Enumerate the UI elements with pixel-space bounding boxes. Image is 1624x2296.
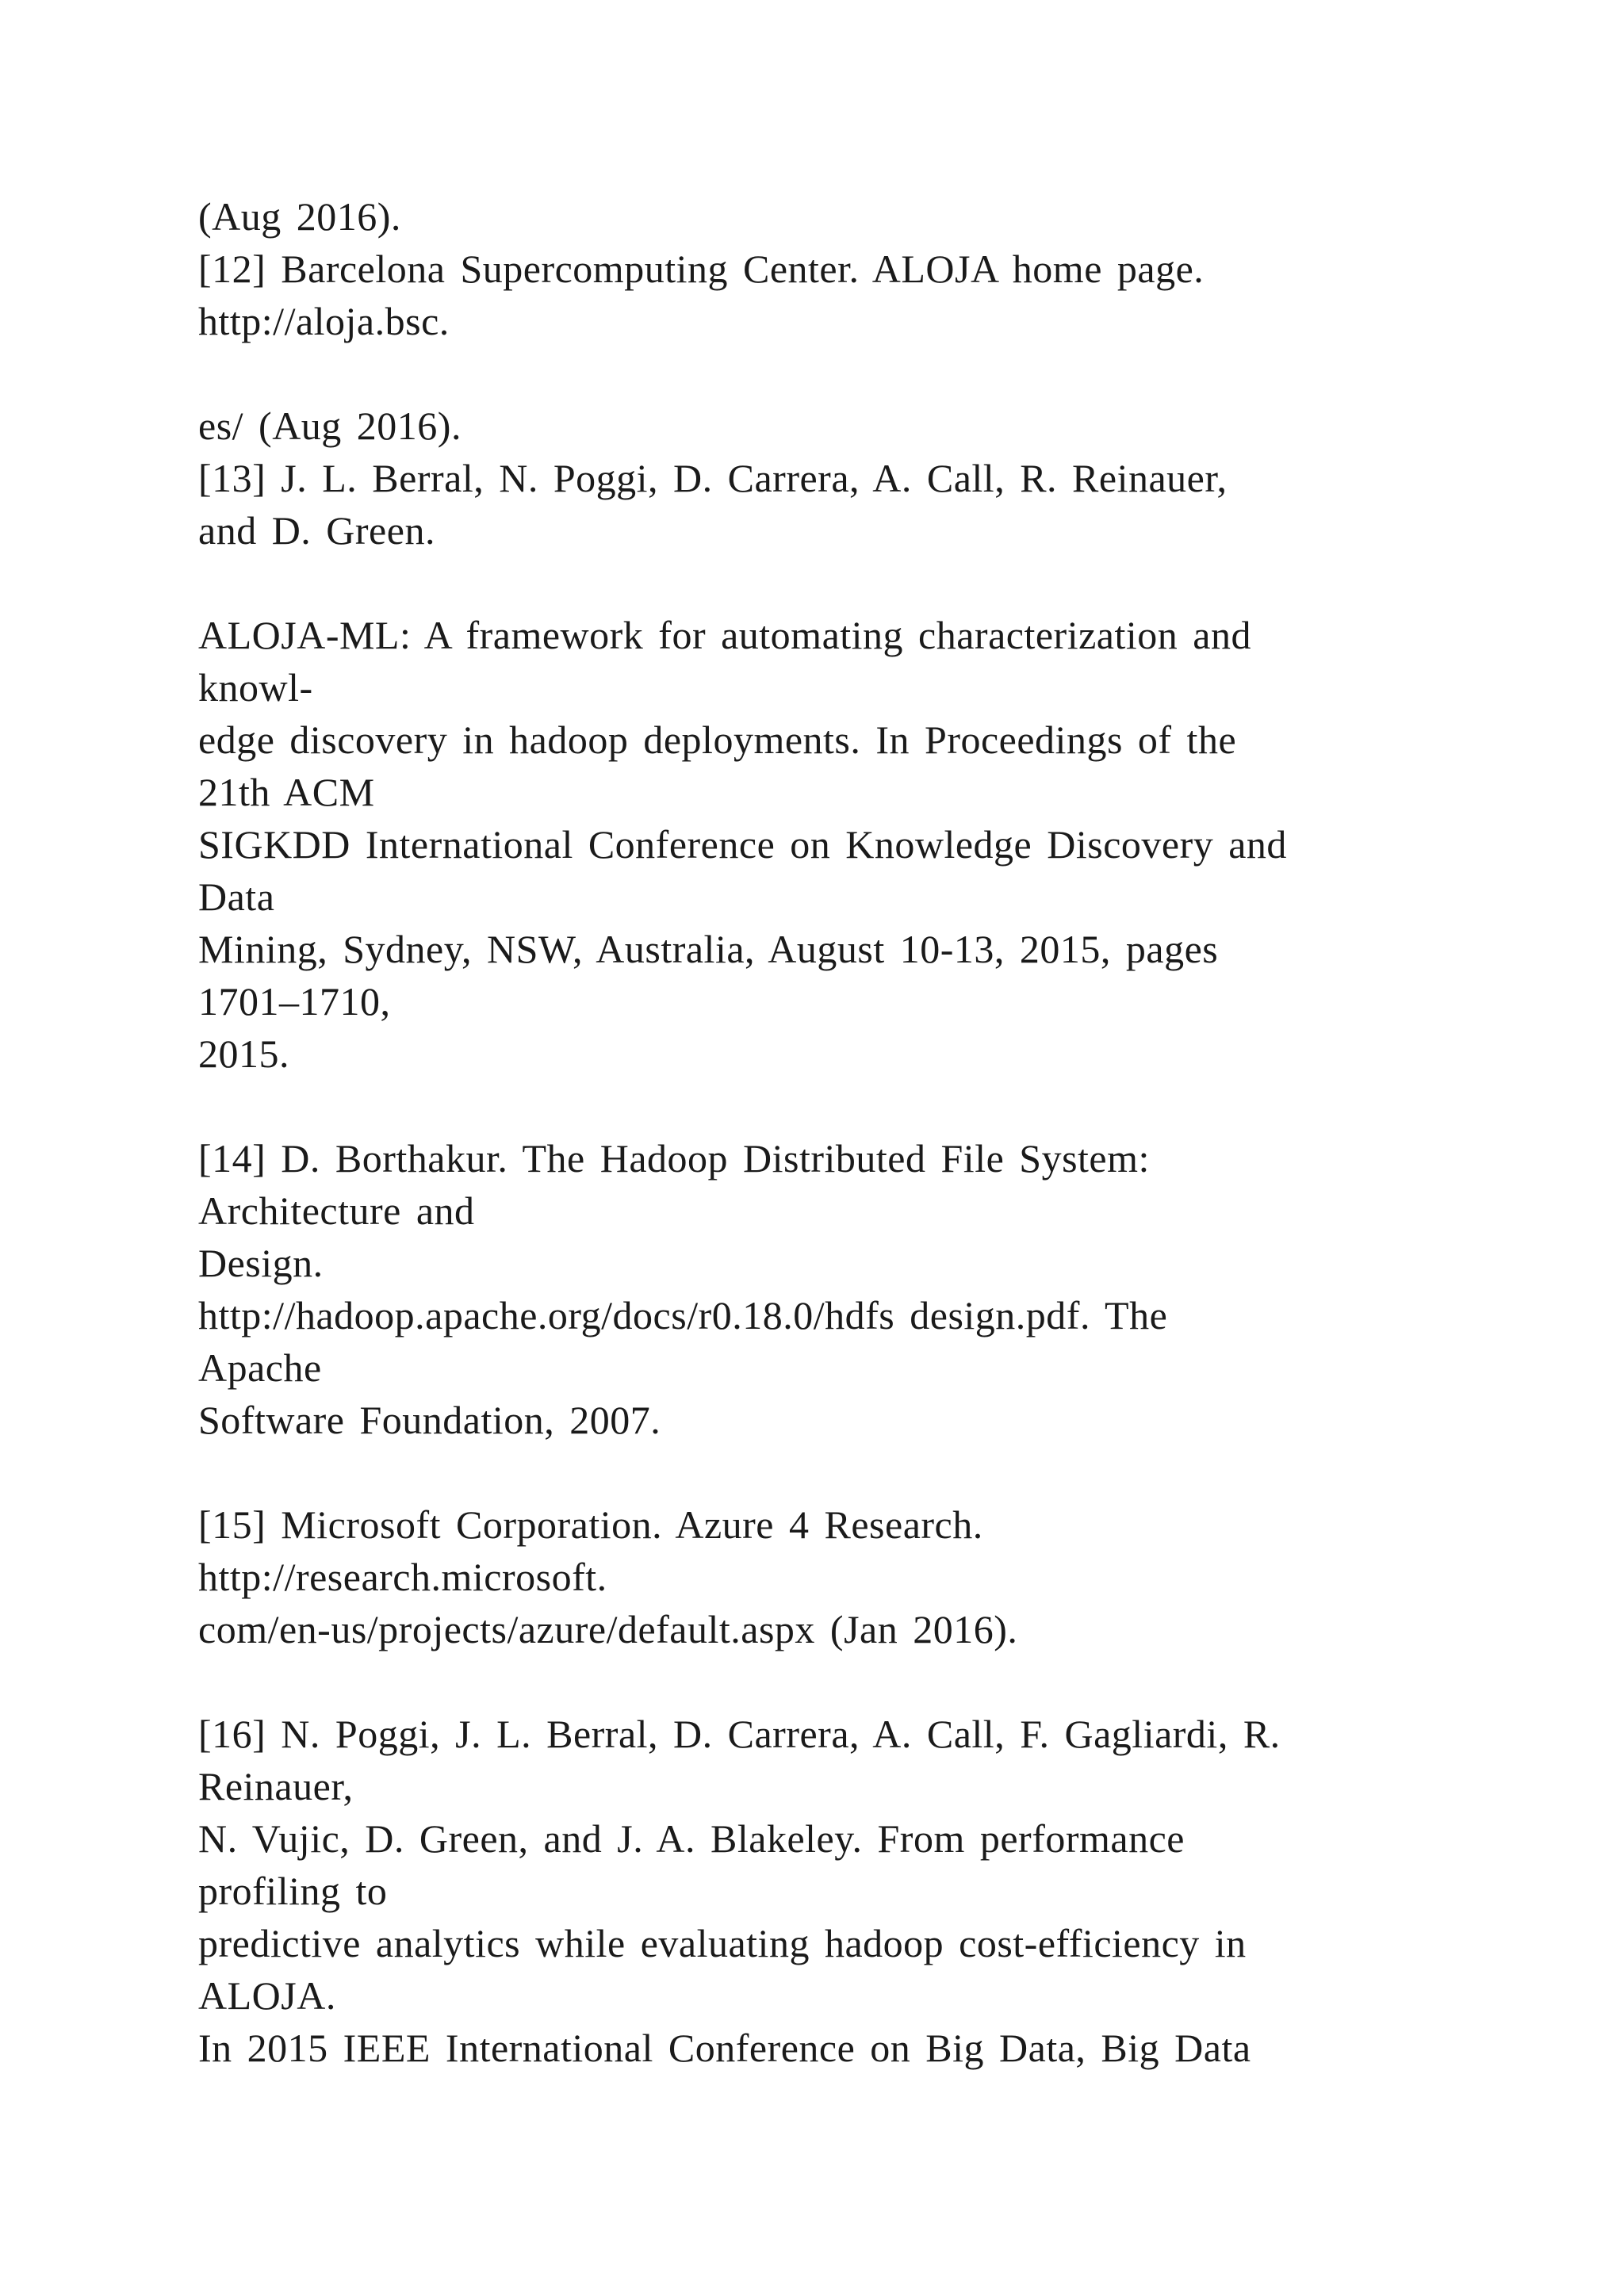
reference-line: Design.	[198, 1241, 324, 1285]
reference-line: http://research.microsoft.	[198, 1555, 607, 1599]
reference-line: N. Vujic, D. Green, and J. A. Blakeley. From performance	[198, 1816, 1185, 1861]
reference-line: [15] Microsoft Corporation. Azure 4 Research.	[198, 1502, 983, 1547]
reference-line: [16] N. Poggi, J. L. Berral, D. Carrera, A. Call, F. Gagliardi, R.	[198, 1712, 1281, 1756]
blank-line	[198, 347, 1467, 400]
blank-line	[198, 1446, 1467, 1498]
reference-line: Software Foundation, 2007.	[198, 1398, 661, 1442]
reference-line: Data	[198, 874, 275, 919]
reference-line: ALOJA-ML: A framework for automating characterization and	[198, 613, 1251, 657]
blank-line	[198, 557, 1467, 609]
reference-line: Reinauer,	[198, 1764, 354, 1808]
reference-line: (Aug 2016).	[198, 194, 401, 239]
reference-line: 2015.	[198, 1031, 289, 1076]
references-text	[198, 190, 1467, 2074]
reference-line: In 2015 IEEE International Conference on Big Data, Big Data	[198, 2026, 1251, 2070]
reference-line: com/en-us/projects/azure/default.aspx (Jan 2016).	[198, 1607, 1018, 1651]
reference-line: and D. Green.	[198, 508, 435, 553]
reference-line: [12] Barcelona Supercomputing Center. ALOJA home page.	[198, 247, 1205, 291]
reference-line: [14] D. Borthakur. The Hadoop Distributed File System:	[198, 1136, 1150, 1181]
reference-line: es/ (Aug 2016).	[198, 404, 462, 448]
reference-line: Architecture and	[198, 1188, 475, 1233]
reference-line: Apache	[198, 1345, 322, 1390]
reference-line: SIGKDD International Conference on Knowledge Discovery and	[198, 822, 1287, 867]
reference-line: http://hadoop.apache.org/docs/r0.18.0/hdfs design.pdf. The	[198, 1293, 1168, 1337]
reference-line: knowl-	[198, 665, 313, 710]
reference-line: 21th ACM	[198, 770, 375, 814]
blank-line	[198, 1655, 1467, 1708]
blank-line	[198, 1080, 1467, 1132]
reference-line: Mining, Sydney, NSW, Australia, August 10-13, 2015, pages	[198, 927, 1219, 971]
reference-line: ALOJA.	[198, 1973, 336, 2018]
reference-line: profiling to	[198, 1869, 388, 1913]
reference-line: [13] J. L. Berral, N. Poggi, D. Carrera, A. Call, R. Reinauer,	[198, 456, 1228, 500]
reference-line: http://aloja.bsc.	[198, 299, 450, 343]
reference-line: edge discovery in hadoop deployments. In Proceedings of the	[198, 718, 1237, 762]
reference-line: 1701–1710,	[198, 979, 391, 1024]
reference-line: predictive analytics while evaluating hadoop cost-efficiency in	[198, 1921, 1247, 1965]
